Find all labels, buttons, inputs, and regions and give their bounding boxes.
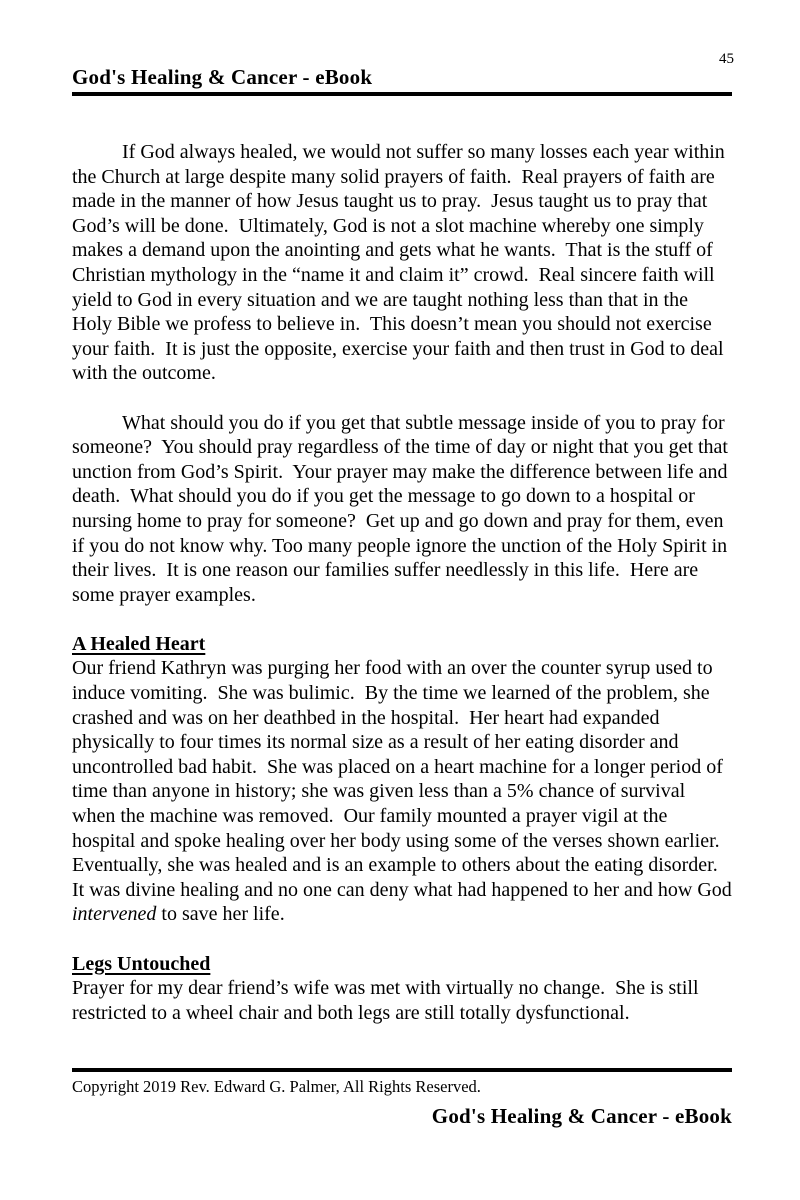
footer-title: God's Healing & Cancer - eBook [431,1104,732,1128]
page-number: 45 [719,51,734,67]
section-heading-legs-untouched: Legs Untouched [72,952,211,975]
header-title: God's Healing & Cancer - eBook [72,65,373,89]
header-rule [72,92,732,96]
italic-word-intervened: intervened [72,903,157,926]
page-body [72,140,737,1050]
section-text-after-italic: to save her life. [156,903,285,926]
section-body-healed-heart [72,656,737,927]
section-text-before-italic: Our friend Kathryn was purging her food with an over the counter syrup used to induce vomiting. She was bulimic. By the time we learned of the problem, she crashed and was on her deathbed in the hospital. Her heart had expanded physically to four times its normal size as a result of her eating disorder and uncontrolled bad habit. She was placed on a heart machine for a longer period of time than anyone in history; she was given less than a 5% chance of survival when the machine was removed. Our family mounted a prayer vigil at the hospital and spoke healing over her body using some of the verses shown earlier. Eventually, she was healed and is an example to others about the eating disorder. It was divine healing and no one can deny what had happened to her and how God [72,657,737,901]
footer-copyright: Copyright 2019 Rev. Edward G. Palmer, All Rights Reserved. [72,1077,481,1096]
section-body-legs-untouched: Prayer for my dear friend’s wife was met with virtually no change. She is still restricted to a wheel chair and both legs are still totally dysfunctional. [72,977,704,1024]
paragraph-faith: If God always healed, we would not suffer so many losses each year within the Church at large despite many solid prayers of faith. Real prayers of faith are made in the manner of how Jesus taught us to pray. Jesus taught us to pray that God’s will be done. Ultimately, God is not a slot machine whereby one simply makes a demand upon the anointing and gets what he wants. That is the stuff of Christian mythology in the “name it and claim it” crowd. Real sincere faith will yield to God in every situation and we are taught nothing less than that in the Holy Bible we profess to believe in. This doesn’t mean you should not exercise your faith. It is just the opposite, exercise your faith and then trust in God to deal with the outcome. [72,141,730,385]
section-heading-healed-heart: A Healed Heart [72,632,206,655]
footer-rule [72,1068,732,1072]
paragraph-unction: What should you do if you get that subtle message inside of you to pray for someone? You should pray regardless of the time of day or night that you get that unction from God’s Spirit. Your prayer may make the difference between life and death. What should you do if you get the message to go down to a hospital or nursing home to pray for someone? Get up and go down and pray for them, even if you do not know why. Too many people ignore the unction of the Holy Spirit in their lives. It is one reason our families suffer needlessly in this life. Here are some prayer examples. [72,411,733,606]
